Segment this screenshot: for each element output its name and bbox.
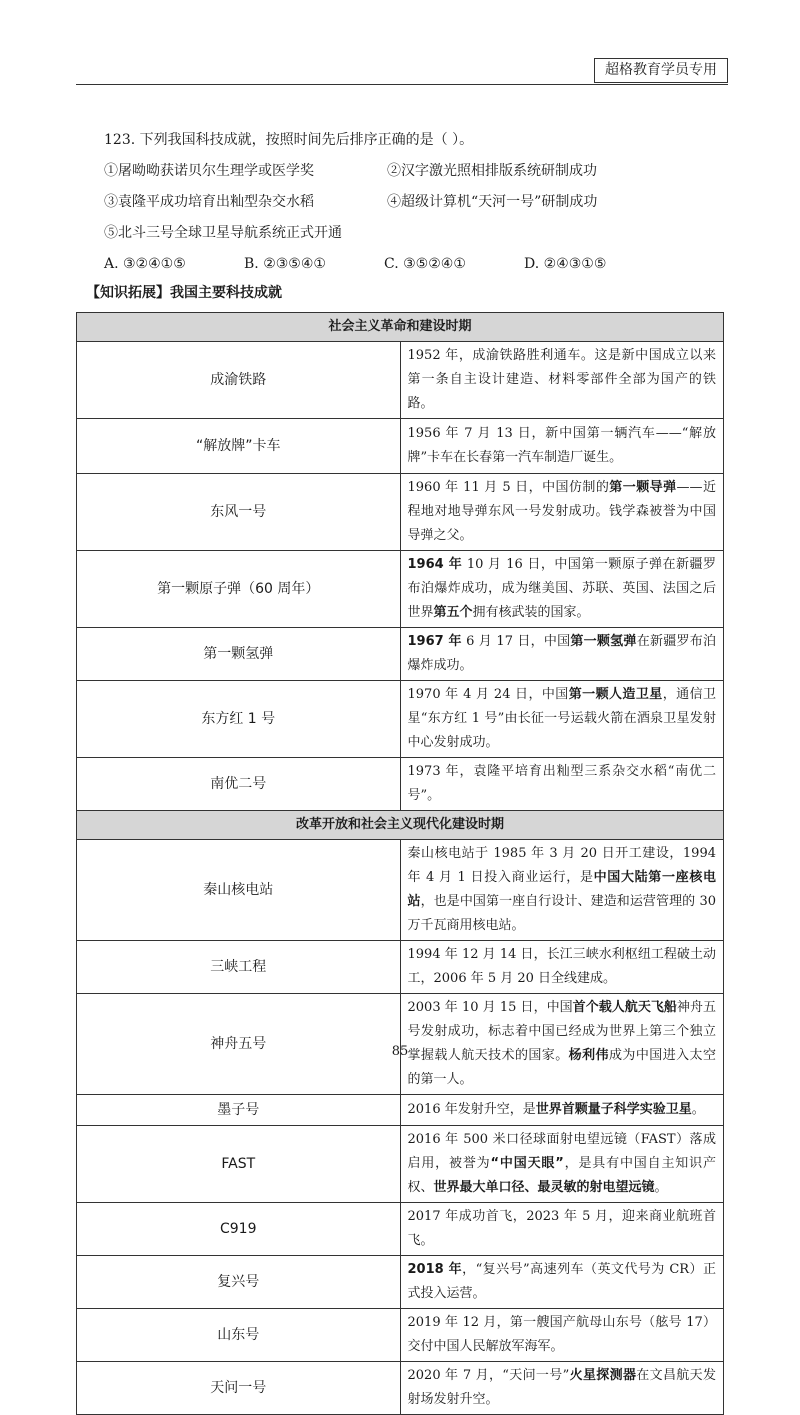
achievement-description: [400, 551, 724, 628]
table-row: [77, 840, 724, 941]
achievement-description: [400, 1095, 724, 1126]
table-row: [77, 1362, 724, 1415]
description-text: 10 月 16 日，中国第一颗原子弹在新疆罗布泊爆炸成功，成为继美国、苏联、英国、法国之后世界: [407, 557, 716, 620]
description-text: 神舟五号发射成功，标志着中国已经成为世界上第三个独立掌握载人航天技术的国家。: [407, 1000, 716, 1063]
option-item: ④超级计算机“天河一号”研制成功: [387, 194, 598, 210]
description-text: 1973 年，袁隆平培育出籼型三系杂交水稻“南优二号”。: [407, 764, 716, 803]
period-title: 社会主义革命和建设时期: [77, 313, 724, 342]
question-block: [104, 128, 724, 283]
achievement-description: [400, 758, 724, 811]
description-text: ，“复兴号”高速列车（英文代号为 CR）正式投入运营。: [407, 1262, 716, 1301]
emphasis-text: 世界最大单口径、最灵敏的射电望远镜: [433, 1180, 655, 1195]
emphasis-text: 第五个: [433, 605, 473, 620]
description-text: 6 月 17 日，中国: [461, 634, 571, 649]
achievement-description: [400, 1309, 724, 1362]
option-item: ①屠呦呦获诺贝尔生理学或医学奖: [104, 163, 314, 179]
achievement-name: 墨子号: [77, 1095, 401, 1126]
period-header-row: [77, 811, 724, 840]
option-row: [104, 190, 724, 221]
emphasis-text: 第一颗氢弹: [570, 634, 637, 649]
description-text: ，是具有中国自主知识产权、: [407, 1156, 716, 1195]
description-text: 2019 年 12 月，第一艘国产航母山东号（舷号 17）交付中国人民解放军海军。: [407, 1315, 716, 1354]
emphasis-text: 世界首颗量子科学实验卫星: [535, 1102, 692, 1117]
header-rule: [76, 84, 728, 85]
emphasis-text: 杨利伟: [568, 1048, 609, 1063]
achievement-name: 复兴号: [77, 1256, 401, 1309]
description-text: ，也是中国第一座自行设计、建造和运营管理的 30 万千瓦商用核电站。: [407, 894, 716, 933]
emphasis-text: 第一颗人造卫星: [568, 687, 663, 702]
description-text: 1960 年 11 月 5 日，中国仿制的: [407, 480, 610, 495]
emphasis-text: 2018 年: [407, 1262, 463, 1277]
description-text: 拥有核武装的国家。: [472, 605, 590, 620]
answer-choice-a: A. ③②④①⑤: [104, 256, 186, 272]
header-label: 超格教育学员专用: [605, 62, 717, 78]
table-row: [77, 551, 724, 628]
table-row: [77, 1126, 724, 1203]
table-row: [77, 758, 724, 811]
description-text: 1994 年 12 月 14 日，长江三峡水利枢纽工程破土动工，2006 年 5 月 20 日全线建成。: [407, 947, 716, 986]
option-item: ③袁隆平成功培育出籼型杂交水稻: [104, 194, 314, 210]
table-row: [77, 419, 724, 474]
description-text: 2016 年发射升空，是: [407, 1102, 536, 1117]
emphasis-text: “中国天眼”: [490, 1156, 564, 1171]
achievement-name: 秦山核电站: [77, 840, 401, 941]
table-row: [77, 628, 724, 681]
period-header-row: [77, 313, 724, 342]
achievement-name: 成渝铁路: [77, 342, 401, 419]
emphasis-text: 火星探测器: [569, 1368, 637, 1383]
description-text: 。: [654, 1180, 668, 1195]
emphasis-text: 1964 年: [407, 557, 463, 572]
answer-row: [104, 252, 724, 283]
description-text: 2017 年成功首飞，2023 年 5 月，迎来商业航班首飞。: [407, 1209, 716, 1248]
page-number: 85: [391, 1044, 409, 1059]
achievement-description: [400, 1203, 724, 1256]
section-title: 【知识拓展】我国主要科技成就: [86, 285, 282, 301]
description-text: 在文昌航天发射场发射升空。: [407, 1368, 716, 1407]
achievement-name: 东风一号: [77, 474, 401, 551]
header-label-box: [594, 58, 728, 83]
description-text: 成为中国进入太空的第一人。: [407, 1048, 716, 1087]
option-item: ②汉字激光照相排版系统研制成功: [387, 163, 597, 179]
achievement-description: [400, 1362, 724, 1415]
description-text: 2016 年 500 米口径球面射电望远镜（FAST）落成启用，被誉为: [407, 1132, 716, 1171]
description-text: 1970 年 4 月 24 日，中国: [407, 687, 569, 702]
option-item: ⑤北斗三号全球卫星导航系统正式开通: [104, 225, 342, 241]
option-row: [104, 159, 724, 190]
achievement-name: 天问一号: [77, 1362, 401, 1415]
option-row: [104, 221, 724, 252]
emphasis-text: 1967 年: [407, 634, 462, 649]
achievement-description: [400, 1126, 724, 1203]
table-row: [77, 941, 724, 994]
question-stem: 123. 下列我国科技成就，按照时间先后排序正确的是（ ）。: [104, 132, 474, 148]
table-row: [77, 681, 724, 758]
table-row: [77, 1309, 724, 1362]
achievement-name: FAST: [77, 1126, 401, 1203]
description-text: 1952 年，成渝铁路胜利通车。这是新中国成立以来第一条自主设计建造、材料零部件全部为国产的铁路。: [407, 348, 716, 411]
emphasis-text: 中国大陆第一座核电站: [407, 870, 716, 909]
achievement-description: [400, 1256, 724, 1309]
achievement-name: 南优二号: [77, 758, 401, 811]
achievement-name: C919: [77, 1203, 401, 1256]
achievement-name: “解放牌”卡车: [77, 419, 401, 474]
description-text: 2003 年 10 月 15 日，中国: [407, 1000, 573, 1015]
description-text: 。: [691, 1102, 705, 1117]
answer-choice-d: D. ②④③①⑤: [524, 256, 607, 272]
table-row: [77, 474, 724, 551]
answer-choice-c: C. ③⑤②④①: [384, 256, 466, 272]
description-text: 1956 年 7 月 13 日，新中国第一辆汽车——“解放牌”卡车在长春第一汽车制造厂诞生。: [407, 426, 716, 465]
description-text: ，通信卫星“东方红 1 号”由长征一号运载火箭在酒泉卫星发射中心发射成功。: [407, 687, 716, 750]
table-row: [77, 1256, 724, 1309]
achievement-description: [400, 419, 724, 474]
description-text: ——近程地对地导弹东风一号发射成功。钱学森被誉为中国导弹之父。: [407, 480, 716, 543]
achievement-name: 第一颗原子弹（60 周年）: [77, 551, 401, 628]
achievement-description: [400, 840, 724, 941]
table-row: [77, 342, 724, 419]
emphasis-text: 首个载人航天飞船: [572, 1000, 677, 1015]
achievement-description: [400, 628, 724, 681]
achievement-name: 神舟五号: [77, 994, 401, 1095]
achievement-description: [400, 941, 724, 994]
achievement-name: 三峡工程: [77, 941, 401, 994]
answer-choice-b: B. ②③⑤④①: [244, 256, 326, 272]
description-text: 2020 年 7 月，“天问一号”: [407, 1368, 570, 1383]
achievement-description: [400, 474, 724, 551]
emphasis-text: 第一颗导弹: [609, 480, 677, 495]
table-row: [77, 1095, 724, 1126]
achievement-name: 第一颗氢弹: [77, 628, 401, 681]
achievement-description: [400, 681, 724, 758]
achievements-table: [76, 312, 724, 1415]
description-text: 秦山核电站于 1985 年 3 月 20 日开工建设，1994 年 4 月 1 日投入商业运行，是: [407, 846, 716, 885]
table-row: [77, 1203, 724, 1256]
achievement-name: 山东号: [77, 1309, 401, 1362]
period-title: 改革开放和社会主义现代化建设时期: [77, 811, 724, 840]
achievement-description: [400, 342, 724, 419]
description-text: 在新疆罗布泊爆炸成功。: [407, 634, 716, 673]
achievement-name: 东方红 1 号: [77, 681, 401, 758]
